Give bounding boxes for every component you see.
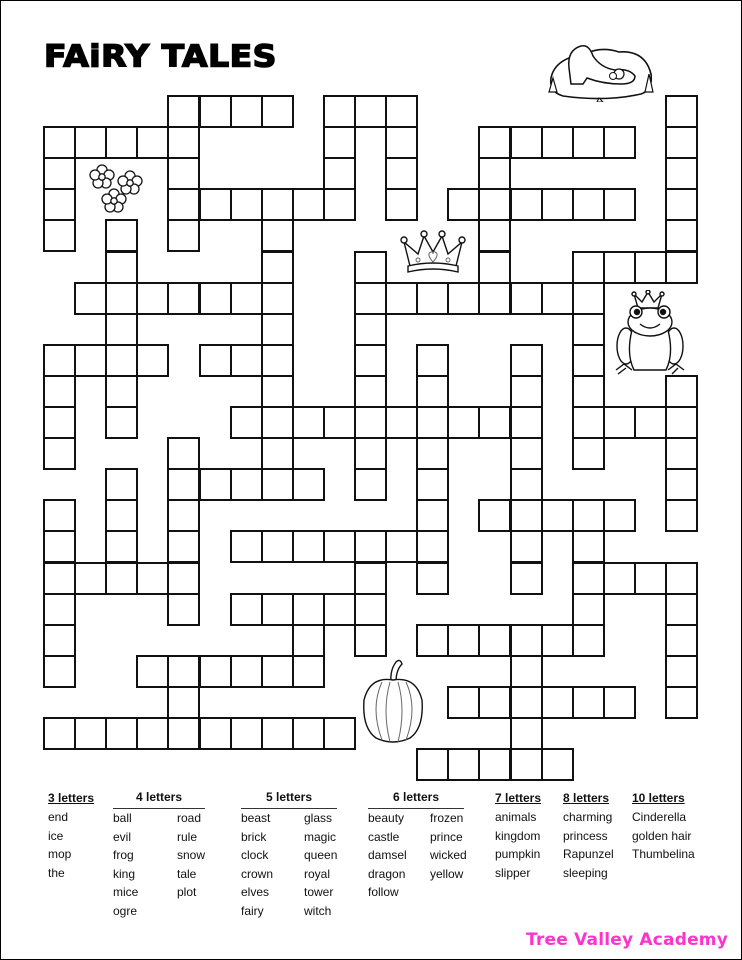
crossword-cell[interactable] (510, 530, 543, 563)
word-bank-word: snow (177, 848, 206, 862)
word-group-4-letters (113, 790, 206, 918)
crossword-cell[interactable] (105, 717, 138, 750)
crossword-cell[interactable] (541, 686, 574, 719)
pumpkin-icon (360, 658, 426, 744)
crossword-cell[interactable] (167, 593, 200, 626)
crossword-cell[interactable] (354, 251, 387, 284)
crossword-cell[interactable] (665, 219, 698, 252)
crossword-cell[interactable] (416, 437, 449, 470)
word-group-10-letters (632, 791, 695, 861)
crossword-cell[interactable] (665, 95, 698, 128)
crossword-cell[interactable] (199, 468, 232, 501)
crossword-cell[interactable] (447, 624, 480, 657)
word-bank-word: animals (495, 810, 537, 824)
crossword-cell[interactable] (572, 375, 605, 408)
word-bank-word: Cinderella (632, 810, 687, 824)
crossword-cell[interactable] (634, 406, 667, 439)
crossword-cell[interactable] (634, 562, 667, 595)
crossword-cell[interactable] (447, 406, 480, 439)
crossword-cell[interactable] (43, 655, 76, 688)
crossword-cell[interactable] (572, 624, 605, 657)
word-group-heading: 4 letters (113, 791, 205, 809)
crossword-cell[interactable] (199, 282, 232, 315)
crossword-cell[interactable] (230, 468, 263, 501)
word-group-5-letters (241, 790, 338, 918)
crossword-cell[interactable] (261, 655, 294, 688)
crossword-cell[interactable] (416, 406, 449, 439)
crossword-cell[interactable] (665, 562, 698, 595)
crossword-cell[interactable] (230, 530, 263, 563)
word-bank-word: prince (430, 829, 463, 844)
crossword-cell[interactable] (261, 313, 294, 346)
crossword-cell[interactable] (261, 251, 294, 284)
crossword-cell[interactable] (665, 406, 698, 439)
crossword-cell[interactable] (199, 188, 232, 221)
crossword-cell[interactable] (416, 562, 449, 595)
crossword-cell[interactable] (105, 499, 138, 532)
crossword-cell[interactable] (74, 126, 107, 159)
crossword-cell[interactable] (541, 499, 574, 532)
crossword-cell[interactable] (261, 282, 294, 315)
word-bank-word: frozen (430, 811, 464, 825)
word-bank-word: ogre (113, 903, 138, 918)
glass-slipper-on-pillow-icon (545, 40, 657, 102)
crossword-cell[interactable] (292, 624, 325, 657)
puzzle-title: FAiRY TALES (44, 38, 277, 74)
crossword-cell[interactable] (665, 126, 698, 159)
crossword-cell[interactable] (323, 717, 356, 750)
word-bank-word: magic (304, 829, 337, 844)
crossword-cell[interactable] (541, 126, 574, 159)
crossword-cell[interactable] (43, 499, 76, 532)
crossword-cell[interactable] (572, 406, 605, 439)
crossword-cell[interactable] (665, 437, 698, 470)
word-bank-word: frog (113, 848, 134, 862)
crossword-cell[interactable] (572, 251, 605, 284)
crossword-cell[interactable] (105, 562, 138, 595)
crossword-cell[interactable] (510, 499, 543, 532)
crossword-cell[interactable] (478, 126, 511, 159)
word-group-heading: 3 letters (48, 791, 95, 805)
crossword-cell[interactable] (323, 530, 356, 563)
crossword-cell[interactable] (199, 95, 232, 128)
crossword-cell[interactable] (478, 499, 511, 532)
crossword-cell[interactable] (323, 406, 356, 439)
word-group-heading: 10 letters (632, 791, 685, 805)
crossword-cell[interactable] (665, 593, 698, 626)
crossword-cell[interactable] (478, 624, 511, 657)
crossword-cell[interactable] (230, 188, 263, 221)
crossword-cell[interactable] (572, 344, 605, 377)
crossword-cell[interactable] (230, 593, 263, 626)
brand-logo-text: Tree Valley Academy (526, 930, 728, 950)
crossword-cell[interactable] (43, 344, 76, 377)
crossword-cell[interactable] (447, 686, 480, 719)
crossword-cell[interactable] (385, 95, 418, 128)
crossword-cell[interactable] (416, 344, 449, 377)
crossword-cell[interactable] (167, 282, 200, 315)
word-bank-word: beauty (368, 811, 405, 825)
crossword-cell[interactable] (167, 437, 200, 470)
crossword-cell[interactable] (665, 499, 698, 532)
word-bank-word: king (113, 866, 136, 881)
crossword-cell[interactable] (323, 188, 356, 221)
crossword-cell[interactable] (292, 655, 325, 688)
crossword-cell[interactable] (43, 437, 76, 470)
word-bank-word: ice (48, 828, 64, 843)
crossword-cell[interactable] (665, 624, 698, 657)
crossword-cell[interactable] (136, 126, 169, 159)
crossword-cell[interactable] (572, 499, 605, 532)
word-group-3-letters (48, 791, 95, 880)
crossword-cell[interactable] (416, 375, 449, 408)
crossword-cell[interactable] (478, 219, 511, 252)
crossword-cell[interactable] (510, 655, 543, 688)
word-bank-word: Rapunzel (563, 847, 614, 861)
word-bank-word: slipper (495, 865, 531, 880)
crossword-cell[interactable] (510, 624, 543, 657)
word-group-heading: 5 letters (241, 791, 337, 809)
crossword-cell[interactable] (230, 406, 263, 439)
crossword-cell[interactable] (167, 468, 200, 501)
word-group-heading: 6 letters (368, 791, 464, 809)
crossword-cell[interactable] (416, 530, 449, 563)
crossword-cell[interactable] (665, 251, 698, 284)
crossword-cell[interactable] (43, 717, 76, 750)
word-bank-word: glass (304, 811, 333, 825)
crossword-cell[interactable] (572, 282, 605, 315)
crossword-cell[interactable] (510, 375, 543, 408)
crossword-cell[interactable] (572, 562, 605, 595)
word-bank-word: witch (304, 903, 332, 918)
crossword-cell[interactable] (354, 375, 387, 408)
crossword-cell[interactable] (167, 95, 200, 128)
crossword-cell[interactable] (385, 406, 418, 439)
word-group-heading: 8 letters (563, 791, 610, 805)
flowers-icon (88, 163, 146, 215)
crossword-cell[interactable] (74, 717, 107, 750)
crossword-cell[interactable] (385, 188, 418, 221)
crossword-cell[interactable] (478, 157, 511, 190)
word-bank-word: kingdom (495, 828, 541, 843)
crossword-cell[interactable] (354, 530, 387, 563)
crossword-cell[interactable] (541, 748, 574, 781)
crossword-cell[interactable] (199, 344, 232, 377)
crossword-cell[interactable] (261, 344, 294, 377)
crossword-cell[interactable] (261, 530, 294, 563)
word-bank-word: castle (368, 829, 400, 844)
crossword-cell[interactable] (478, 188, 511, 221)
crossword-cell[interactable] (167, 655, 200, 688)
crossword-cell[interactable] (385, 530, 418, 563)
crossword-cell[interactable] (261, 188, 294, 221)
crossword-cell[interactable] (261, 717, 294, 750)
word-bank-word: damsel (368, 848, 407, 862)
crossword-cell[interactable] (478, 282, 511, 315)
crossword-cell[interactable] (354, 624, 387, 657)
crossword-cell[interactable] (478, 251, 511, 284)
crossword-cell[interactable] (510, 282, 543, 315)
crossword-cell[interactable] (385, 126, 418, 159)
crossword-cell[interactable] (43, 562, 76, 595)
word-bank-word: mop (48, 847, 72, 861)
crossword-cell[interactable] (572, 126, 605, 159)
crossword-cell[interactable] (323, 593, 356, 626)
crossword-cell[interactable] (354, 344, 387, 377)
crossword-cell[interactable] (447, 188, 480, 221)
crossword-cell[interactable] (43, 188, 76, 221)
word-bank-word: fairy (241, 903, 264, 918)
crossword-cell[interactable] (105, 530, 138, 563)
crossword-cell[interactable] (167, 717, 200, 750)
crossword-cell[interactable] (292, 188, 325, 221)
crossword-cell[interactable] (603, 126, 636, 159)
word-bank-word: rule (177, 829, 198, 844)
crossword-cell[interactable] (136, 344, 169, 377)
crossword-cell[interactable] (105, 219, 138, 252)
word-bank-word: mice (113, 885, 139, 899)
crossword-cell[interactable] (105, 126, 138, 159)
crossword-cell[interactable] (447, 282, 480, 315)
crossword-cell[interactable] (572, 188, 605, 221)
crossword-cell[interactable] (167, 499, 200, 532)
word-group-8-letters (563, 791, 614, 880)
word-bank-word: tower (304, 885, 334, 899)
crossword-cell[interactable] (292, 406, 325, 439)
crossword-cell[interactable] (510, 188, 543, 221)
crossword-cell[interactable] (541, 188, 574, 221)
crossword-cell[interactable] (603, 251, 636, 284)
crossword-cell[interactable] (43, 624, 76, 657)
crossword-cell[interactable] (105, 251, 138, 284)
word-bank-word: beast (241, 811, 271, 825)
crossword-cell[interactable] (510, 344, 543, 377)
word-bank-word: end (48, 810, 69, 824)
crossword-cell[interactable] (230, 344, 263, 377)
crossword-cell[interactable] (167, 562, 200, 595)
crossword-cell[interactable] (510, 717, 543, 750)
crossword-cell[interactable] (261, 219, 294, 252)
crossword-cell[interactable] (105, 406, 138, 439)
crossword-cell[interactable] (292, 593, 325, 626)
crossword-cell[interactable] (603, 562, 636, 595)
word-bank-word: sleeping (563, 865, 608, 880)
word-bank-word: road (177, 811, 202, 825)
crossword-cell[interactable] (43, 157, 76, 190)
crossword-cell[interactable] (230, 717, 263, 750)
word-bank-word: pumpkin (495, 847, 541, 861)
crossword-cell[interactable] (230, 95, 263, 128)
crossword-cell[interactable] (541, 282, 574, 315)
crossword-cell[interactable] (510, 437, 543, 470)
crossword-cell[interactable] (199, 717, 232, 750)
crossword-cell[interactable] (354, 406, 387, 439)
crossword-cell[interactable] (199, 655, 232, 688)
crossword-cell[interactable] (292, 468, 325, 501)
crossword-cell[interactable] (292, 717, 325, 750)
crossword-cell[interactable] (43, 406, 76, 439)
word-bank-word: elves (241, 885, 270, 899)
crossword-cell[interactable] (167, 530, 200, 563)
crossword-cell[interactable] (261, 437, 294, 470)
crossword-cell[interactable] (416, 748, 449, 781)
crossword-cell[interactable] (541, 624, 574, 657)
crossword-cell[interactable] (261, 406, 294, 439)
crossword-cell[interactable] (354, 562, 387, 595)
crossword-cell[interactable] (665, 157, 698, 190)
word-bank-word: dragon (368, 866, 406, 881)
crossword-cell[interactable] (167, 188, 200, 221)
word-bank-word: golden hair (632, 828, 692, 843)
crossword-cell[interactable] (354, 437, 387, 470)
word-bank-word: plot (177, 885, 197, 899)
word-bank-word: ball (113, 811, 132, 825)
crossword-cell[interactable] (665, 188, 698, 221)
crossword-cell[interactable] (603, 406, 636, 439)
crossword-cell[interactable] (261, 95, 294, 128)
crossword-cell[interactable] (354, 593, 387, 626)
crossword-cell[interactable] (510, 686, 543, 719)
crossword-cell[interactable] (603, 499, 636, 532)
crossword-cell[interactable] (572, 530, 605, 563)
crossword-cell[interactable] (167, 219, 200, 252)
crossword-cell[interactable] (478, 748, 511, 781)
crossword-cell[interactable] (572, 437, 605, 470)
crossword-cell[interactable] (510, 562, 543, 595)
crossword-cell[interactable] (136, 717, 169, 750)
word-bank-word: evil (113, 829, 132, 844)
word-group-heading: 7 letters (495, 791, 542, 805)
word-bank-word: Thumbelina (632, 847, 695, 861)
crossword-cell[interactable] (572, 313, 605, 346)
crossword-cell[interactable] (105, 375, 138, 408)
crossword-cell[interactable] (665, 468, 698, 501)
crossword-cell[interactable] (478, 406, 511, 439)
crossword-cell[interactable] (323, 95, 356, 128)
crossword-cell[interactable] (510, 748, 543, 781)
word-bank-word: tale (177, 866, 197, 881)
crossword-cell[interactable] (292, 530, 325, 563)
crossword-cell[interactable] (261, 593, 294, 626)
crossword-cell[interactable] (572, 686, 605, 719)
crossword-cell[interactable] (354, 282, 387, 315)
word-group-7-letters (495, 791, 542, 880)
frog-prince-icon (612, 290, 688, 380)
word-bank-word: yellow (430, 866, 464, 881)
crossword-cell[interactable] (43, 219, 76, 252)
word-bank-word: princess (563, 828, 608, 843)
crossword-cell[interactable] (603, 188, 636, 221)
crossword-cell[interactable] (416, 499, 449, 532)
crossword-cell[interactable] (105, 468, 138, 501)
crossword-cell[interactable] (43, 593, 76, 626)
crossword-cell[interactable] (478, 686, 511, 719)
crossword-cell[interactable] (354, 95, 387, 128)
crossword-cell[interactable] (634, 251, 667, 284)
crossword-cell[interactable] (74, 562, 107, 595)
crossword-cell[interactable] (43, 530, 76, 563)
word-group-6-letters (368, 790, 467, 899)
word-bank-word: clock (241, 848, 269, 862)
crossword-cell[interactable] (261, 468, 294, 501)
word-bank-word: brick (241, 829, 267, 844)
crossword-cell[interactable] (105, 344, 138, 377)
crossword-cell[interactable] (74, 282, 107, 315)
crossword-cell[interactable] (167, 686, 200, 719)
crossword-cell[interactable] (230, 655, 263, 688)
crown-icon (400, 228, 466, 276)
word-bank-word: royal (304, 866, 331, 881)
crossword-cell[interactable] (416, 468, 449, 501)
crossword-cell[interactable] (105, 282, 138, 315)
word-bank-word: wicked (430, 848, 467, 862)
crossword-cell[interactable] (323, 157, 356, 190)
crossword-cell[interactable] (43, 126, 76, 159)
crossword-cell[interactable] (510, 468, 543, 501)
crossword-cell[interactable] (136, 282, 169, 315)
word-bank-word: follow (368, 885, 399, 899)
crossword-cell[interactable] (510, 126, 543, 159)
crossword-cell[interactable] (105, 313, 138, 346)
crossword-cell[interactable] (385, 282, 418, 315)
crossword-cell[interactable] (43, 375, 76, 408)
crossword-cell[interactable] (665, 686, 698, 719)
crossword-cell[interactable] (230, 282, 263, 315)
crossword-cell[interactable] (510, 406, 543, 439)
crossword-cell[interactable] (665, 655, 698, 688)
crossword-cell[interactable] (136, 562, 169, 595)
word-bank-word: charming (563, 810, 613, 824)
word-bank-word: the (48, 865, 65, 880)
crossword-cell[interactable] (354, 313, 387, 346)
crossword-cell[interactable] (416, 624, 449, 657)
word-bank-word: queen (304, 848, 338, 862)
crossword-cell[interactable] (416, 282, 449, 315)
crossword-cell[interactable] (354, 468, 387, 501)
crossword-cell[interactable] (385, 157, 418, 190)
crossword-cell[interactable] (167, 126, 200, 159)
crossword-cell[interactable] (167, 157, 200, 190)
crossword-cell[interactable] (136, 655, 169, 688)
crossword-cell[interactable] (74, 344, 107, 377)
crossword-cell[interactable] (323, 126, 356, 159)
crossword-cell[interactable] (572, 593, 605, 626)
crossword-cell[interactable] (447, 748, 480, 781)
crossword-cell[interactable] (261, 375, 294, 408)
crossword-cell[interactable] (603, 686, 636, 719)
word-bank-word: crown (241, 866, 274, 881)
